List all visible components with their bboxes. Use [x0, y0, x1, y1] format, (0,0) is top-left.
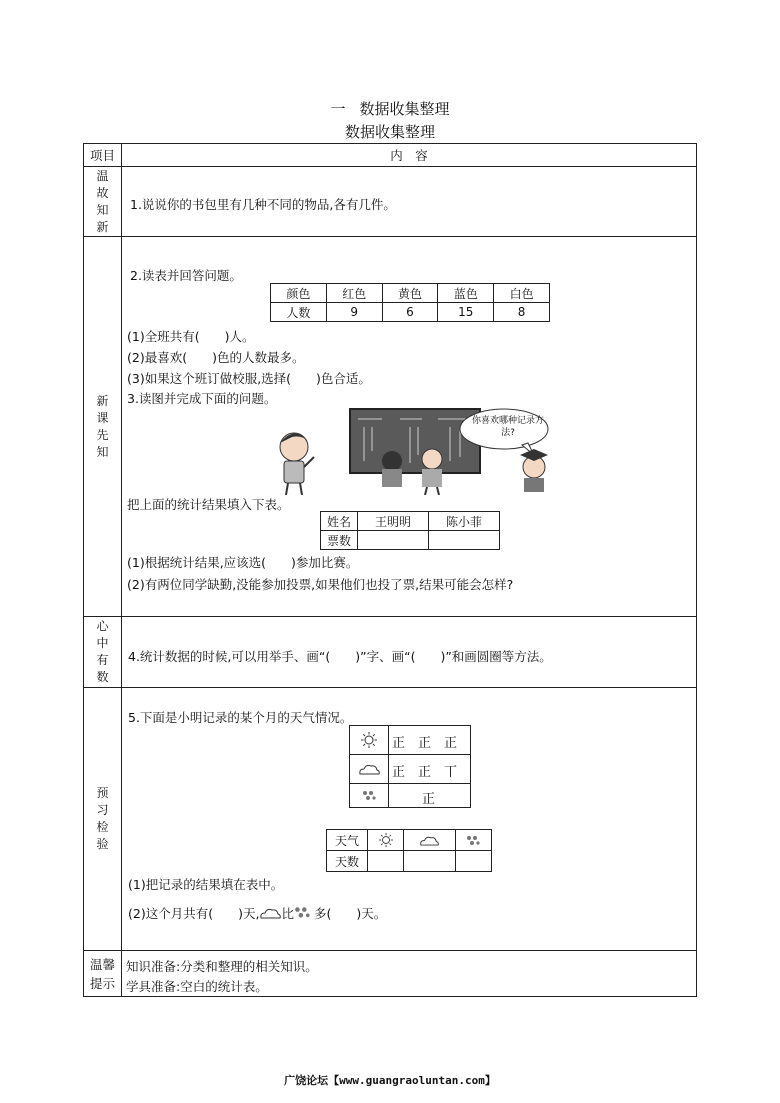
section-check	[83, 687, 697, 951]
tally-row	[350, 726, 470, 755]
table-cell: 天气	[327, 830, 368, 851]
table-cell: 15	[438, 303, 494, 322]
header-item-cell	[84, 144, 122, 166]
section-know	[83, 616, 697, 688]
speech-bubble-text: 你喜欢哪种记录方法?	[471, 416, 544, 438]
tally-marks: 正	[422, 792, 436, 807]
fill-in-instruction: 把上面的统计结果填入下表。	[127, 497, 290, 512]
table-cell: 9	[326, 303, 382, 322]
section-know-label: 心中有数	[96, 619, 109, 684]
section-review	[83, 166, 697, 237]
section-review-content	[122, 167, 696, 236]
section-preview-content	[122, 237, 696, 616]
lesson-title: 数据收集整理	[344, 123, 435, 141]
tally-row	[350, 784, 470, 807]
tally-marks: 正 正 正	[392, 736, 458, 751]
table-cell	[455, 830, 491, 851]
section-know-label-cell	[84, 617, 122, 687]
snow-icon	[466, 835, 480, 847]
question-5-2-part-a: (2)这个月共有( )天,	[128, 906, 260, 921]
table-cell	[358, 531, 429, 550]
chapter-number: 一	[330, 100, 346, 118]
table-cell: 8	[494, 303, 550, 322]
cloud-icon	[419, 835, 439, 846]
question-5-1: (1)把记录的结果填在表中。	[128, 877, 284, 892]
cloud-icon	[259, 907, 281, 919]
table-cell: 红色	[326, 284, 382, 303]
tip-line-1: 知识准备:分类和整理的相关知识。	[126, 959, 318, 974]
table-cell	[404, 851, 455, 872]
table-cell: 白色	[494, 284, 550, 303]
chapter-title-text: 数据收集整理	[359, 100, 450, 118]
color-table-row	[271, 284, 550, 303]
sun-icon	[379, 833, 393, 847]
table-header-row	[83, 143, 697, 167]
question-3-1: (1)根据统计结果,应该选( )参加比赛。	[127, 555, 359, 570]
color-table-row	[271, 303, 550, 322]
table-cell: 姓名	[321, 512, 358, 531]
snow-icon	[294, 905, 310, 921]
section-check-label: 预习检验	[96, 786, 109, 851]
question-2: 2.读表并回答问题。	[130, 268, 242, 283]
table-cell: 票数	[321, 531, 358, 550]
question-3-2: (2)有两位同学缺勤,没能参加投票,如果他们也投了票,结果可能会怎样?	[127, 577, 514, 592]
table-cell: 人数	[271, 303, 327, 322]
section-review-label: 温故知新	[96, 168, 109, 234]
section-know-content	[122, 617, 696, 687]
table-cell: 蓝色	[438, 284, 494, 303]
table-cell: 颜色	[271, 284, 327, 303]
section-tips-label-cell	[84, 951, 122, 996]
cloud-icon	[350, 755, 389, 783]
table-cell	[404, 830, 455, 851]
question-1: 1.说说你的书包里有几种不同的物品,各有几件。	[130, 197, 396, 212]
weather-table	[326, 829, 492, 872]
vote-table-row	[321, 531, 500, 550]
section-review-label-cell	[84, 167, 122, 236]
tip-line-2: 学具准备:空白的统计表。	[126, 979, 268, 994]
tally-row	[350, 755, 470, 784]
question-5-2	[128, 904, 386, 922]
section-tips	[83, 950, 697, 997]
section-tips-content	[122, 951, 696, 996]
header-content-label: 内 容	[390, 148, 428, 163]
question-2-3: (3)如果这个班订做校服,选择( )色合适。	[127, 371, 371, 386]
color-table	[270, 283, 550, 322]
table-cell	[368, 851, 404, 872]
table-cell	[429, 531, 500, 550]
section-check-label-cell	[84, 688, 122, 950]
section-check-content	[122, 688, 696, 950]
table-cell: 黄色	[382, 284, 438, 303]
section-tips-label: 温馨提示	[89, 956, 115, 991]
weather-table-row	[327, 830, 492, 851]
section-preview	[83, 236, 697, 617]
table-cell: 陈小菲	[429, 512, 500, 531]
header-item-label: 项目	[89, 148, 115, 163]
table-cell: 6	[382, 303, 438, 322]
vote-table	[320, 511, 500, 550]
footer-watermark: 广饶论坛【www.guangraoluntan.com】	[284, 1074, 496, 1087]
section-preview-label: 新课先知	[96, 393, 109, 459]
sun-icon	[350, 726, 389, 754]
table-cell	[455, 851, 491, 872]
question-5-2-part-b: 比	[281, 906, 294, 921]
table-cell: 天数	[327, 851, 368, 872]
question-5: 5.下面是小明记录的某个月的天气情况。	[128, 710, 353, 725]
vote-table-row	[321, 512, 500, 531]
tally-marks: 正 正 丅	[392, 765, 458, 780]
weather-table-row	[327, 851, 492, 872]
tally-table	[349, 725, 471, 808]
snow-icon	[350, 784, 389, 807]
question-4: 4.统计数据的时候,可以用举手、画“( )”字、画“( )”和画圆圈等方法。	[128, 649, 552, 664]
section-preview-label-cell	[84, 237, 122, 616]
question-2-1: (1)全班共有( )人。	[127, 329, 255, 344]
question-2-2: (2)最喜欢( )色的人数最多。	[127, 350, 305, 365]
table-cell: 王明明	[358, 512, 429, 531]
question-3: 3.读图并完成下面的问题。	[127, 391, 277, 406]
table-cell	[368, 830, 404, 851]
question-5-2-part-c: 多( )天。	[313, 906, 387, 921]
chapter-title	[0, 98, 780, 119]
header-content-cell	[122, 144, 696, 166]
